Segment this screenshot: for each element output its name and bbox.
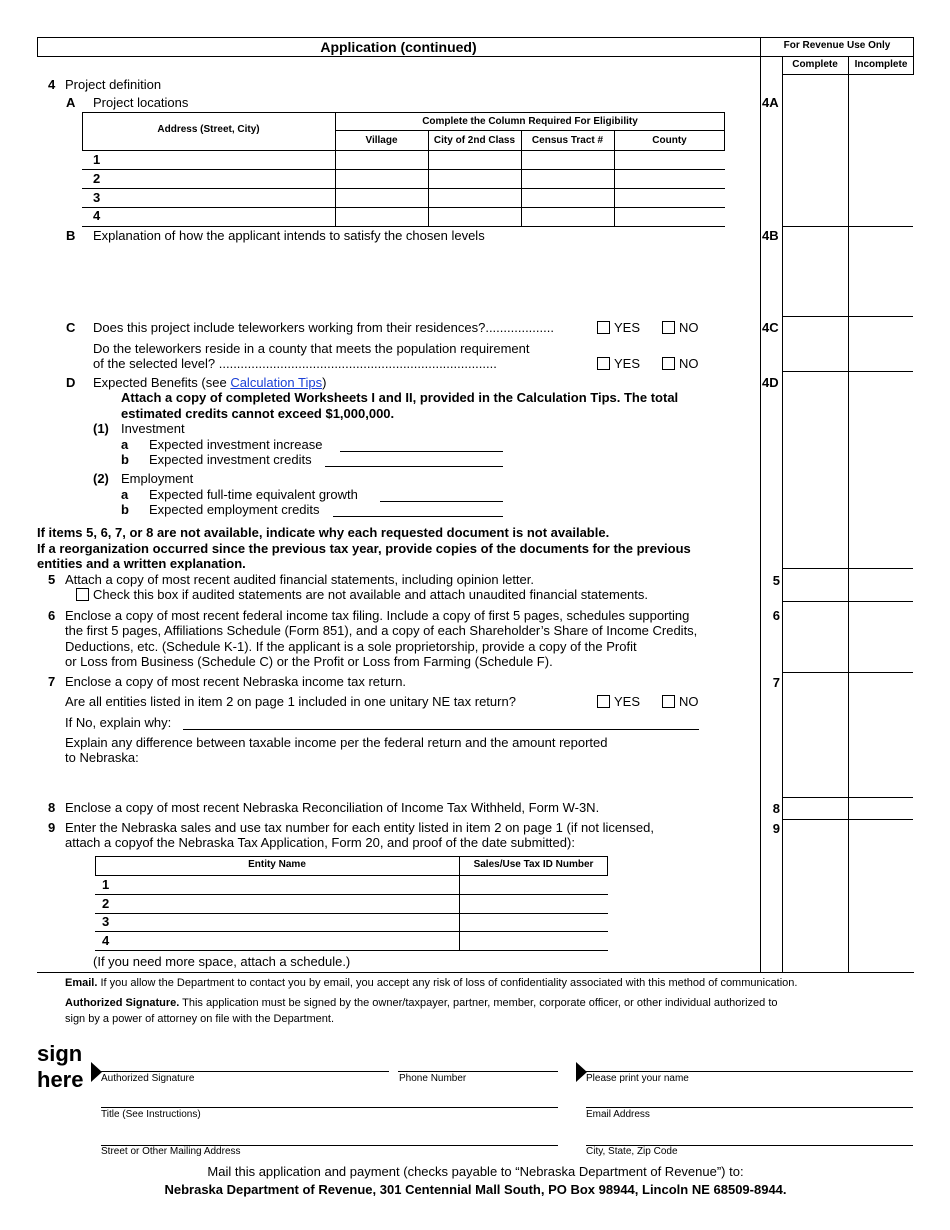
divider [782, 819, 913, 820]
entity-row-3: 3 [102, 914, 110, 929]
employment-credits-label: Expected employment credits [149, 502, 320, 517]
federal-filing-line3: Deductions, etc. (Schedule K-1). If the applicant is a sole proprietorship, provide a copy of the Profit [65, 639, 637, 654]
federal-filing-line2: the first 5 pages, Affiliations Schedule (Form 851), and a copy of each Shareholder’s Share of Income Credits, [65, 623, 698, 638]
mail-instructions: Mail this application and payment (checks payable to “Nebraska Department of Revenue”) to: [207, 1164, 744, 1179]
entity-row-1: 1 [102, 877, 110, 892]
investment-b-letter: b [121, 452, 129, 467]
side-label-4b: 4B [762, 228, 779, 243]
divider [782, 672, 913, 673]
population-question-line1: Do the teleworkers reside in a county that meets the population requirement [93, 341, 530, 356]
street-address-label: Street or Other Mailing Address [101, 1146, 241, 1157]
population-question-line2: of the selected level? ............................................................................. [93, 356, 497, 371]
teleworkers-question: Does this project include teleworkers working from their residences?................... [93, 320, 554, 335]
auth-note-label: Authorized Signature. [65, 997, 180, 1009]
population-yes-checkbox[interactable] [597, 357, 610, 370]
expected-benefits-text: Expected Benefits (see [93, 375, 231, 390]
location-row-1: 1 [93, 152, 101, 167]
divider [95, 950, 608, 951]
no-label: NO [679, 356, 699, 371]
email-note-label: Email. [65, 977, 98, 989]
unitary-question: Are all entities listed in item 2 on page 1 included in one unitary NE tax return? [65, 694, 516, 709]
employment-credits-field[interactable] [333, 516, 503, 517]
investment-increase-field[interactable] [340, 451, 503, 452]
investment-a-letter: a [121, 437, 129, 452]
expected-benefits-label [93, 375, 326, 390]
project-locations-title: Project locations [93, 95, 189, 110]
difference-explain-line1: Explain any difference between taxable income per the federal return and the amount reported [65, 735, 608, 750]
item-number-6: 6 [48, 608, 56, 623]
auth-note-text: This application must be signed by the owner/taxpayer, partner, member, corporate officer, or other individual authorized to [179, 997, 778, 1009]
calculation-tips-link[interactable]: Calculation Tips [230, 375, 323, 390]
sales-tax-line1: Enter the Nebraska sales and use tax number for each entity listed in item 2 on page 1 (if not licensed, [65, 820, 654, 835]
employment-number: (2) [93, 471, 109, 486]
divider [82, 188, 725, 189]
email-address-label: Email Address [586, 1109, 650, 1120]
explanation-label: Explanation of how the applicant intends to satisfy the chosen levels [93, 228, 485, 243]
if-no-label: If No, explain why: [65, 715, 172, 730]
item-letter-a: A [66, 95, 76, 110]
item-letter-d: D [66, 375, 76, 390]
eligibility-group-header: Complete the Column Required For Eligibility [422, 116, 638, 127]
fte-growth-label: Expected full-time equivalent growth [149, 487, 358, 502]
notice-line1: If items 5, 6, 7, or 8 are not available, indicate why each requested document is not available. [37, 525, 610, 540]
item-letter-c: C [66, 320, 76, 335]
divider [95, 894, 608, 895]
unaudited-checkbox[interactable] [76, 588, 89, 601]
item-number-5: 5 [48, 572, 56, 587]
entity-row-2: 2 [102, 896, 110, 911]
entity-row-4: 4 [102, 933, 110, 948]
location-row-4: 4 [93, 208, 101, 223]
side-label-7: 7 [772, 675, 780, 690]
yes-label: YES [614, 356, 641, 371]
divider [760, 37, 761, 973]
item-number-9: 9 [48, 820, 56, 835]
unitary-yes-checkbox[interactable] [597, 695, 610, 708]
side-label-4c: 4C [762, 320, 779, 335]
sales-tax-line2: attach a copyof the Nebraska Tax Application, Form 20, and proof of the date submitted): [65, 835, 575, 850]
side-label-8: 8 [772, 801, 780, 816]
revenue-use-label: For Revenue Use Only [783, 40, 891, 51]
federal-filing-line4: or Loss from Business (Schedule C) or the Profit or Loss from Farming (Schedule F). [65, 654, 553, 669]
divider [782, 797, 913, 798]
item-number-7: 7 [48, 674, 56, 689]
email-note [65, 977, 797, 990]
item-number-8: 8 [48, 800, 56, 815]
authorized-signature-label: Authorized Signature [101, 1073, 195, 1084]
investment-credits-label: Expected investment credits [149, 452, 312, 467]
unaudited-check-label: Check this box if audited statements are not available and attach unaudited financial statements. [93, 587, 649, 602]
divider [782, 56, 783, 973]
worksheets-note-line1: Attach a copy of completed Worksheets I and II, provided in the Calculation Tips. The total [121, 390, 679, 405]
worksheets-note-line2: estimated credits cannot exceed $1,000,000. [121, 406, 395, 421]
tax-id-header: Sales/Use Tax ID Number [473, 859, 594, 870]
no-label: NO [679, 694, 699, 709]
entity-name-header: Entity Name [248, 859, 306, 870]
location-row-2: 2 [93, 171, 101, 186]
divider [37, 972, 914, 973]
here-label: here [37, 1067, 84, 1092]
divider [782, 601, 913, 602]
side-label-4a: 4A [762, 95, 779, 110]
divider [95, 931, 608, 932]
col-census-tract: Census Tract # [531, 135, 604, 146]
item-number-4: 4 [48, 77, 56, 92]
audited-statements-text: Attach a copy of most recent audited financial statements, including opinion letter. [65, 572, 534, 587]
col-village: Village [365, 135, 398, 146]
employment-a-letter: a [121, 487, 129, 502]
auth-note-line2: sign by a power of attorney on file with the Department. [65, 1013, 335, 1025]
teleworkers-yes-checkbox[interactable] [597, 321, 610, 334]
item-letter-b: B [66, 228, 76, 243]
title-field[interactable] [101, 1107, 558, 1108]
title-label: Title (See Instructions) [101, 1109, 201, 1120]
population-no-checkbox[interactable] [662, 357, 675, 370]
phone-number-field[interactable] [398, 1071, 558, 1072]
investment-number: (1) [93, 421, 109, 436]
expected-benefits-close: ) [322, 375, 327, 390]
divider [848, 56, 849, 973]
divider [82, 226, 725, 227]
divider [95, 913, 608, 914]
investment-credits-field[interactable] [325, 466, 503, 467]
divider [782, 568, 913, 569]
incomplete-header: Incomplete [854, 59, 908, 70]
divider [335, 130, 725, 131]
fte-growth-field[interactable] [380, 501, 503, 502]
print-name-label: Please print your name [586, 1073, 689, 1084]
yes-label: YES [614, 320, 641, 335]
divider [782, 226, 913, 227]
divider [82, 207, 725, 208]
employment-b-letter: b [121, 502, 129, 517]
divider [782, 371, 913, 372]
divider [82, 150, 725, 151]
side-label-6: 6 [772, 608, 780, 623]
project-definition-title: Project definition [65, 77, 162, 92]
city-state-zip-label: City, State, Zip Code [586, 1146, 678, 1157]
authorized-signature-field[interactable] [101, 1071, 389, 1072]
email-address-field[interactable] [586, 1107, 913, 1108]
if-no-explain-field[interactable] [183, 729, 699, 730]
side-label-9: 9 [772, 821, 780, 836]
yes-label: YES [614, 694, 641, 709]
ne-return-text: Enclose a copy of most recent Nebraska income tax return. [65, 674, 407, 689]
address-header: Address (Street, City) [157, 124, 260, 135]
more-space-note: (If you need more space, attach a schedule.) [93, 954, 351, 969]
print-name-field[interactable] [586, 1071, 913, 1072]
side-label-5: 5 [772, 573, 780, 588]
col-county: County [652, 135, 687, 146]
email-note-text: If you allow the Department to contact you by email, you accept any risk of loss of confidentiality associated with this method of communication. [97, 977, 798, 989]
no-label: NO [679, 320, 699, 335]
mail-address: Nebraska Department of Revenue, 301 Centennial Mall South, PO Box 98944, Lincoln NE 68509-8944. [164, 1182, 787, 1197]
authorized-signature-note [65, 997, 778, 1010]
federal-filing-line1: Enclose a copy of most recent federal income tax filing. Include a copy of first 5 pages, schedules supporting [65, 608, 690, 623]
difference-explain-line2: to Nebraska: [65, 750, 139, 765]
divider [782, 316, 913, 317]
investment-title: Investment [121, 421, 185, 436]
employment-title: Employment [121, 471, 194, 486]
unitary-no-checkbox[interactable] [662, 695, 675, 708]
location-row-3: 3 [93, 190, 101, 205]
notice-line2: If a reorganization occurred since the previous tax year, provide copies of the documents for the previous [37, 541, 691, 556]
side-label-4d: 4D [762, 375, 779, 390]
phone-number-label: Phone Number [399, 1073, 467, 1084]
divider [82, 169, 725, 170]
form-title: Application (continued) [320, 39, 477, 55]
w3n-text: Enclose a copy of most recent Nebraska Reconciliation of Income Tax Withheld, Form W-3N. [65, 800, 600, 815]
notice-line3: entities and a written explanation. [37, 556, 246, 571]
sign-label: sign [37, 1041, 83, 1066]
col-city-2nd-class: City of 2nd Class [433, 135, 516, 146]
investment-increase-label: Expected investment increase [149, 437, 323, 452]
teleworkers-no-checkbox[interactable] [662, 321, 675, 334]
complete-header: Complete [792, 59, 838, 70]
